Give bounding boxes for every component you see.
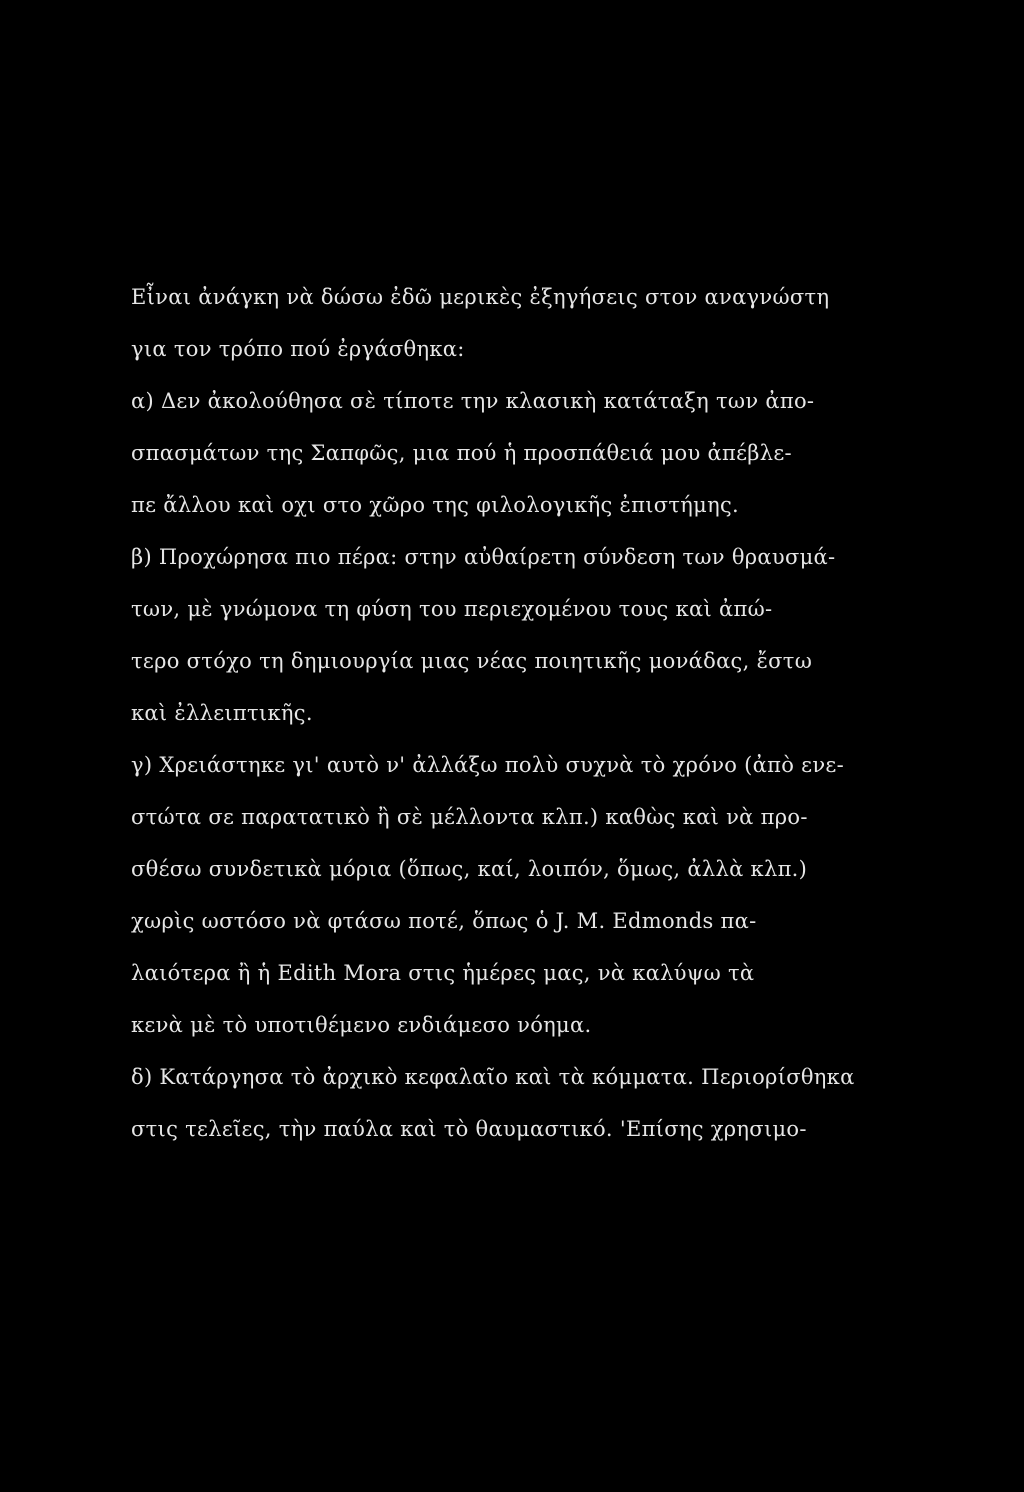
text-line-5: πε ἄλλου καὶ οχι στο χῶρο της φιλολογικῆς ἐπιστήμης. [131, 493, 740, 517]
text-line-12: σθέσω συνδετικὰ μόρια (ὅπως, καί, λοιπόν, ὅμως, ἀλλὰ κλπ.) [131, 857, 808, 881]
text-line-7: των, μὲ γνώμονα τη φύση του περιεχομένου τους καὶ ἀπώ- [131, 597, 773, 621]
text-line-11: στώτα σε παρατατικὸ ἢ σὲ μέλλοντα κλπ.) καθὼς καὶ νὰ προ- [131, 805, 808, 829]
text-line-3: α) Δεν ἀκολούθησα σὲ τίποτε την κλασικὴ κατάταξη των ἀπο- [131, 389, 815, 413]
text-line-1: Εἶναι ἀνάγκη νὰ δώσω ἐδῶ μερικὲς ἐξηγήσεις στον αναγνώστη [131, 285, 830, 309]
text-line-15: κενὰ μὲ τὸ υποτιθέμενο ενδιάμεσο νόημα. [131, 1013, 592, 1037]
text-line-2: για τον τρόπο πού ἐργάσθηκα: [131, 337, 465, 361]
text-line-10: γ) Χρειάστηκε γι' αυτὸ ν' ἀλλάξω πολὺ συχνὰ τὸ χρόνο (ἀπὸ ενε- [131, 753, 844, 777]
text-line-16: δ) Κατάργησα τὸ ἀρχικὸ κεφαλαῖο καὶ τὰ κόμματα. Περιορίσθηκα [131, 1065, 855, 1089]
text-line-6: β) Προχώρησα πιο πέρα: στην αὐθαίρετη σύνδεση των θραυσμά- [131, 545, 836, 569]
text-line-8: τερο στόχο τη δημιουργία μιας νέας ποιητικῆς μονάδας, ἔστω [131, 649, 813, 673]
text-line-9: καὶ ἐλλειπτικῆς. [131, 701, 313, 725]
text-line-13: χωρὶς ωστόσο νὰ φτάσω ποτέ, ὅπως ὁ J. M. Edmonds πα- [131, 909, 757, 933]
text-line-4: σπασμάτων της Σαπφῶς, μια πού ἡ προσπάθειά μου ἀπέβλε- [131, 441, 792, 465]
text-line-14: λαιότερα ἢ ἡ Edith Mora στις ἡμέρες μας, νὰ καλύψω τὰ [131, 961, 755, 985]
text-line-17: στις τελεῖες, τὴν παύλα καὶ τὸ θαυμαστικό. 'Επίσης χρησιμο- [131, 1117, 807, 1141]
